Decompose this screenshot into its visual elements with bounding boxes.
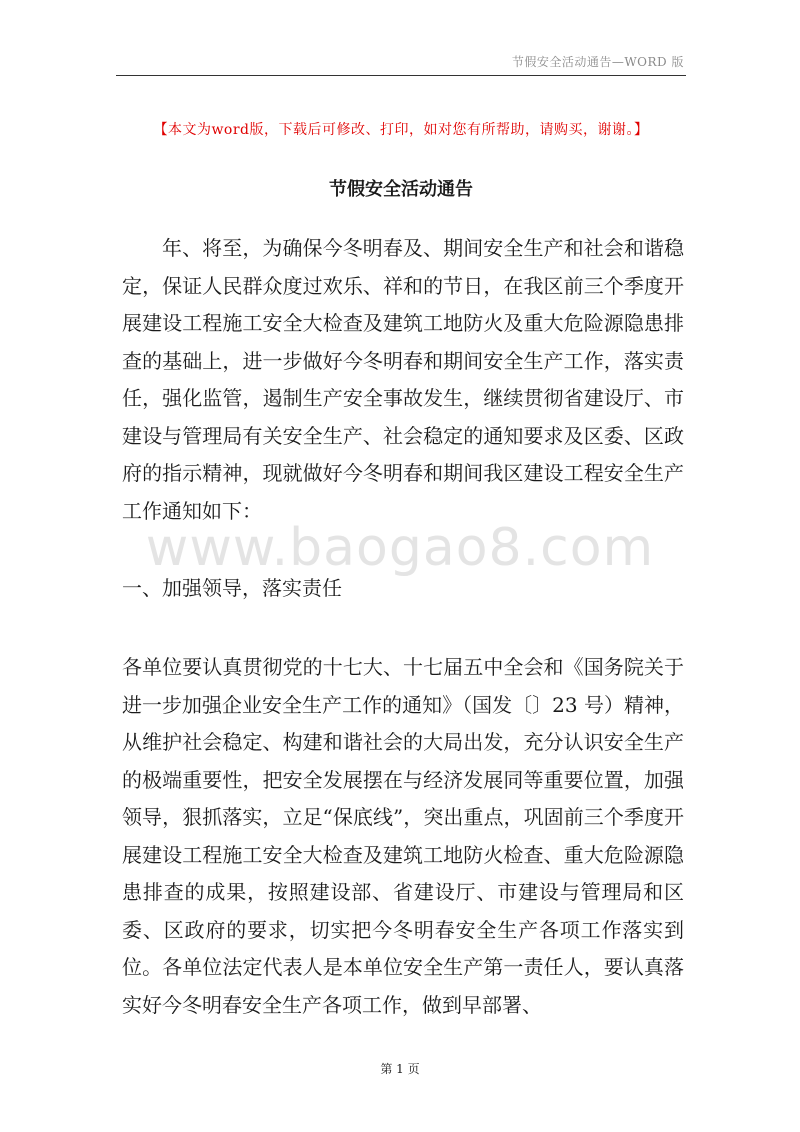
- running-header: 节假安全活动通告—WORD 版: [511, 55, 684, 69]
- body-paragraph-section-1: 各单位要认真贯彻党的十七大、十七届五中全会和《国务院关于进一步加强企业安全生产工作的通知》（国发〔〕23 号）精神，从维护社会稳定、构建和谐社会的大局出发，充分认识安全生产的极端重要性，把安全发展摆在与经济发展同等重要位置，加强领导，狠抓落实，立足“保底线”，突出重点，巩固前三个季度开展建设工程施工安全大检查及建筑工地防火检查、重大危险源隐患排查的成果，按照建设部、省建设厅、市建设与管理局和区委、区政府的要求，切实把今冬明春安全生产各项工作落实到位。各单位法定代表人是本单位安全生产第一责任人，要认真落实好今冬明春安全生产各项工作，做到早部署、: [122, 655, 684, 1017]
- body-paragraph-intro: 年、将至，为确保今冬明春及、期间安全生产和社会和谐稳定，保证人民群众度过欢乐、祥和的节日，在我区前三个季度开展建设工程施工安全大检查及建筑工地防火及重大危险源隐患排查的基础上，进一步做好今冬明春和期间安全生产工作，落实责任，强化监管，遏制生产安全事故发生，继续贯彻省建设厅、市建设与管理局有关安全生产、社会稳定的通知要求及区委、区政府的指示精神，现就做好今冬明春和期间我区建设工程安全生产工作通知如下：: [122, 236, 684, 523]
- download-notice: 【本文为word版，下载后可修改、打印，如对您有所帮助，请购买，谢谢。】: [153, 122, 649, 138]
- document-title: 节假安全活动通告: [329, 179, 473, 200]
- section-heading-1: 一、加强领导，落实责任: [122, 576, 342, 600]
- site-watermark: www.baogao8.com: [145, 518, 655, 578]
- header-divider: [116, 75, 686, 76]
- page-number: 第 1 页: [380, 1062, 420, 1076]
